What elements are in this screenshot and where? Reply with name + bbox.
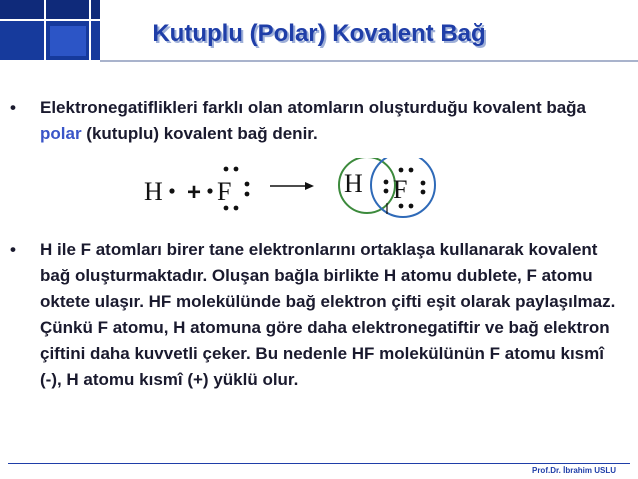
slide-title: Kutuplu (Polar) Kovalent Bağ	[152, 20, 486, 47]
hf-bond-diagram	[130, 158, 450, 220]
bullet-paragraph-1	[10, 95, 610, 147]
title-divider	[100, 60, 638, 62]
footer-divider	[8, 463, 630, 464]
corner-decoration	[0, 0, 100, 60]
reactant-f-label: F	[217, 177, 232, 206]
plus-sign: +	[187, 179, 202, 206]
paragraph-1-text-after: (kutuplu) kovalent bağ denir.	[81, 124, 318, 143]
f-single-electron	[207, 188, 212, 193]
reactant-h-label: H	[144, 177, 163, 206]
arrow-head	[305, 182, 314, 190]
paragraph-1-text-before: Elektronegatiflikleri farklı olan atomların oluşturduğu kovalent bağa	[40, 98, 587, 117]
bullet-paragraph-2	[10, 237, 620, 393]
product-f-label: F	[393, 175, 408, 204]
bullet-dot: •	[10, 98, 16, 117]
polar-highlight: polar	[40, 124, 82, 143]
paragraph-2-text: H ile F atomları birer tane elektronlarını ortaklaşa kullanarak kovalent bağ oluşturmaktadır. Oluşan bağla birlikte H atomu dublete, F atomu oktete ulaşır. HF molekülünde bağ elektron çifti eşit olarak paylaşılmaz. Çünkü F atomu, H atomuna göre daha elektronegatiftir ve bağ elektron çiftini daha kuvvetli çeker. Bu nedenle HF molekülünün F atomu kısmî (-), H atomu kısmî (+) yüklü olur.	[40, 240, 616, 389]
bullet-dot: •	[10, 240, 16, 259]
h-electron-dot	[169, 188, 174, 193]
footer-author: Prof.Dr. İbrahim USLU	[531, 466, 616, 475]
product-h-label: H	[344, 169, 363, 198]
